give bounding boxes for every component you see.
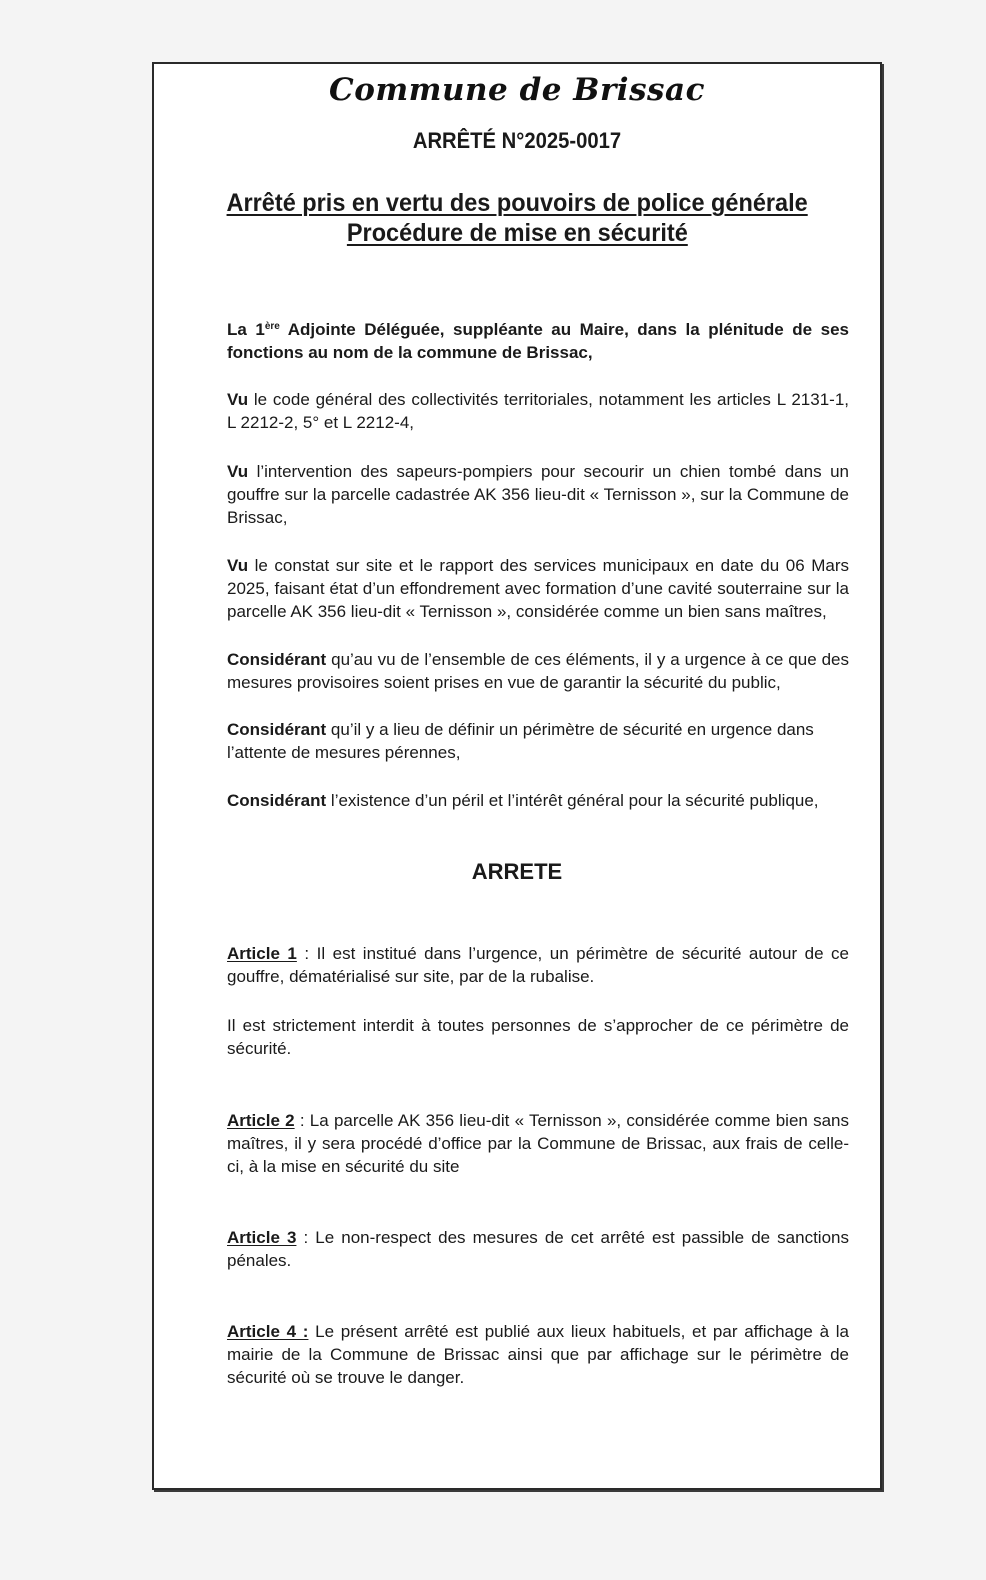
vu-lead: Vu bbox=[227, 556, 249, 575]
article-label: Article 1 bbox=[227, 944, 297, 963]
article-text: La parcelle AK 356 lieu-dit « Ternisson », considérée comme bien sans maîtres, il y sera procédé d’office par la Commune de Brissac, aux frais de celle-ci, à la mise en sécurité du site bbox=[227, 1111, 850, 1176]
decree-heading: ARRETE bbox=[471, 859, 563, 884]
document-page bbox=[152, 62, 882, 1490]
article-text: Le non-respect des mesures de cet arrêté est passible de sanctions pénales. bbox=[227, 1228, 849, 1270]
document-title bbox=[154, 188, 880, 248]
considerant-paragraph-3 bbox=[227, 789, 849, 812]
vu-paragraph-2 bbox=[227, 460, 849, 529]
article-text: Il est institué dans l’urgence, un périmètre de sécurité autour de ce gouffre, dématérialisé sur site, par de la rubalise. bbox=[227, 944, 849, 986]
vu-paragraph-1 bbox=[227, 388, 849, 434]
article-1-extra: Il est strictement interdit à toutes personnes de s’approcher de ce périmètre de sécurité. bbox=[227, 1016, 849, 1058]
vu-lead: Vu bbox=[227, 390, 249, 409]
article-separator: : bbox=[296, 1228, 316, 1247]
title-line-1: Arrêté pris en vertu des pouvoirs de police générale bbox=[226, 189, 808, 217]
article-3 bbox=[227, 1226, 849, 1272]
article-separator: : bbox=[294, 1111, 310, 1130]
considerant-lead: Considérant bbox=[227, 720, 327, 739]
considerant-lead: Considérant bbox=[227, 650, 327, 669]
commune-name: Commune de Brissac bbox=[329, 72, 705, 108]
considerant-text: l’existence d’un péril et l’intérêt général pour la sécurité publique, bbox=[326, 791, 819, 810]
article-label: Article 2 bbox=[227, 1111, 295, 1130]
vu-paragraph-3 bbox=[227, 554, 849, 623]
vu-text: l’intervention des sapeurs-pompiers pour secourir un chien tombé dans un gouffre sur la parcelle cadastrée AK 356 lieu-dit « Ternisson », sur la Commune de Brissac, bbox=[227, 462, 849, 527]
vu-text: le constat sur site et le rapport des services municipaux en date du 06 Mars 2025, faisant état d’un effondrement avec formation d’une cavité souterraine sur la parcelle AK 356 lieu-dit « Ternisson », considérée comme un bien sans maîtres, bbox=[227, 556, 849, 621]
article-text: Le présent arrêté est publié aux lieux habituels, et par affichage à la mairie de la Commune de Brissac ainsi que par affichage sur le périmètre de sécurité où se trouve le danger. bbox=[227, 1322, 849, 1387]
intro-superscript: ère bbox=[264, 321, 280, 332]
intro-paragraph bbox=[227, 318, 849, 364]
vu-text: le code général des collectivités territoriales, notamment les articles L 2131-1, L 2212-2, 5° et L 2212-4, bbox=[227, 390, 849, 432]
intro-prefix: La 1 bbox=[227, 320, 265, 339]
arrete-number: ARRÊTÉ N°2025-0017 bbox=[412, 128, 622, 153]
article-separator: : bbox=[296, 944, 317, 963]
considerant-text: qu’au vu de l’ensemble de ces éléments, il y a urgence à ce que des mesures provisoires soient prises en vue de garantir la sécurité du public, bbox=[227, 650, 849, 692]
article-2 bbox=[227, 1109, 849, 1178]
vu-lead: Vu bbox=[227, 462, 249, 481]
considerant-lead: Considérant bbox=[227, 791, 327, 810]
title-line-2: Procédure de mise en sécurité bbox=[346, 219, 688, 247]
considerant-paragraph-1 bbox=[227, 648, 849, 694]
considerant-text: qu’il y a lieu de définir un périmètre de sécurité en urgence dans l’attente de mesures pérennes, bbox=[227, 720, 814, 762]
article-4 bbox=[227, 1320, 849, 1389]
considerant-paragraph-2 bbox=[227, 718, 827, 764]
article-1 bbox=[227, 942, 849, 988]
article-label: Article 4 : bbox=[227, 1322, 309, 1341]
article-label: Article 3 bbox=[227, 1228, 297, 1247]
intro-text: Adjointe Déléguée, suppléante au Maire, dans la plénitude de ses fonctions au nom de la commune de Brissac, bbox=[227, 320, 849, 362]
